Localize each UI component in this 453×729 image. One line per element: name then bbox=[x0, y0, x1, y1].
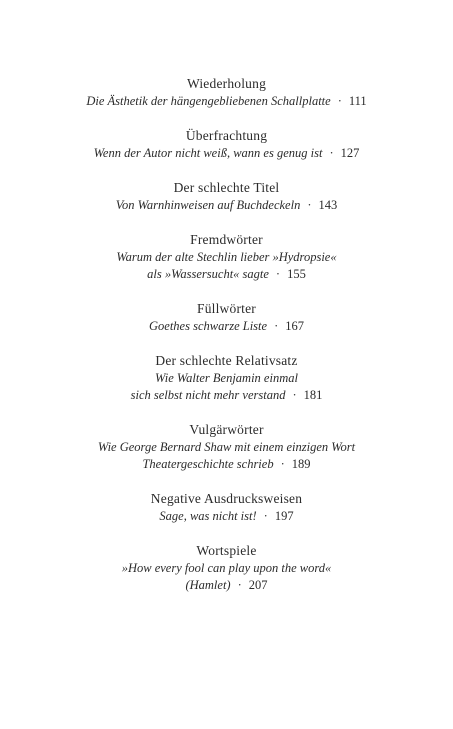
toc-entry bbox=[0, 300, 453, 335]
subtitle-text: Sage, was nicht ist! bbox=[159, 509, 257, 523]
chapter-subtitle-line: Wie Walter Benjamin einmal bbox=[155, 371, 298, 385]
page-number: 143 bbox=[318, 198, 338, 212]
toc-entry bbox=[0, 231, 453, 283]
separator-dot: · bbox=[237, 578, 242, 592]
subtitle-text: Die Ästhetik der hängengebliebenen Schallplatte bbox=[86, 94, 331, 108]
toc-entry bbox=[0, 490, 453, 525]
toc-entry bbox=[0, 352, 453, 404]
separator-dot: · bbox=[337, 94, 342, 108]
page-number: 127 bbox=[340, 146, 360, 160]
chapter-title: Wortspiele bbox=[196, 543, 257, 558]
chapter-subtitle-line bbox=[0, 318, 453, 335]
toc-entry bbox=[0, 421, 453, 473]
subtitle-text: (Hamlet) bbox=[185, 578, 231, 592]
page-number: 167 bbox=[285, 319, 304, 333]
chapter-subtitle-line bbox=[0, 508, 453, 525]
chapter-title: Der schlechte Relativsatz bbox=[155, 353, 298, 368]
chapter-title: Füllwörter bbox=[197, 301, 256, 316]
chapter-subtitle-line: Wie George Bernard Shaw mit einem einzigen Wort bbox=[97, 440, 356, 454]
page-number: 181 bbox=[303, 388, 323, 402]
separator-dot: · bbox=[263, 509, 268, 523]
separator-dot: · bbox=[307, 198, 312, 212]
chapter-subtitle-line: »How every fool can play upon the word« bbox=[121, 561, 332, 575]
page-number: 197 bbox=[274, 509, 294, 523]
subtitle-text: Theatergeschichte schrieb bbox=[142, 457, 274, 471]
chapter-subtitle-line bbox=[0, 456, 453, 473]
chapter-title: Fremdwörter bbox=[190, 232, 263, 247]
separator-dot: · bbox=[280, 457, 285, 471]
separator-dot: · bbox=[292, 388, 297, 402]
subtitle-text: Von Warnhinweisen auf Buchdeckeln bbox=[115, 198, 301, 212]
chapter-subtitle-line bbox=[0, 266, 453, 283]
chapter-subtitle-line bbox=[0, 145, 453, 162]
toc-entry bbox=[0, 127, 453, 162]
chapter-title: Negative Ausdrucksweisen bbox=[150, 491, 303, 506]
chapter-title: Der schlechte Titel bbox=[173, 180, 280, 195]
chapter-title: Wiederholung bbox=[186, 76, 267, 91]
subtitle-text: Goethes schwarze Liste bbox=[149, 319, 268, 333]
chapter-title: Überfrachtung bbox=[185, 128, 268, 143]
separator-dot: · bbox=[275, 267, 281, 281]
chapter-subtitle-line bbox=[0, 93, 453, 110]
chapter-subtitle-line bbox=[0, 387, 453, 404]
chapter-subtitle-line: Warum der alte Stechlin lieber »Hydropsie« bbox=[116, 250, 337, 264]
toc-entry bbox=[0, 179, 453, 214]
page-number: 111 bbox=[348, 94, 367, 108]
subtitle-text: sich selbst nicht mehr verstand bbox=[130, 388, 286, 402]
toc-entry bbox=[0, 542, 453, 594]
page-number: 207 bbox=[248, 578, 268, 592]
page-number: 155 bbox=[287, 267, 306, 281]
table-of-contents bbox=[0, 75, 453, 611]
separator-dot: · bbox=[329, 146, 334, 160]
subtitle-text: als »Wassersucht« sagte bbox=[147, 267, 269, 281]
chapter-subtitle-line bbox=[0, 197, 453, 214]
separator-dot: · bbox=[274, 319, 279, 333]
page-number: 189 bbox=[291, 457, 311, 471]
subtitle-text: Wenn der Autor nicht weiß, wann es genug ist bbox=[93, 146, 323, 160]
chapter-subtitle-line bbox=[0, 577, 453, 594]
chapter-title: Vulgärwörter bbox=[189, 422, 264, 437]
toc-entry bbox=[0, 75, 453, 110]
